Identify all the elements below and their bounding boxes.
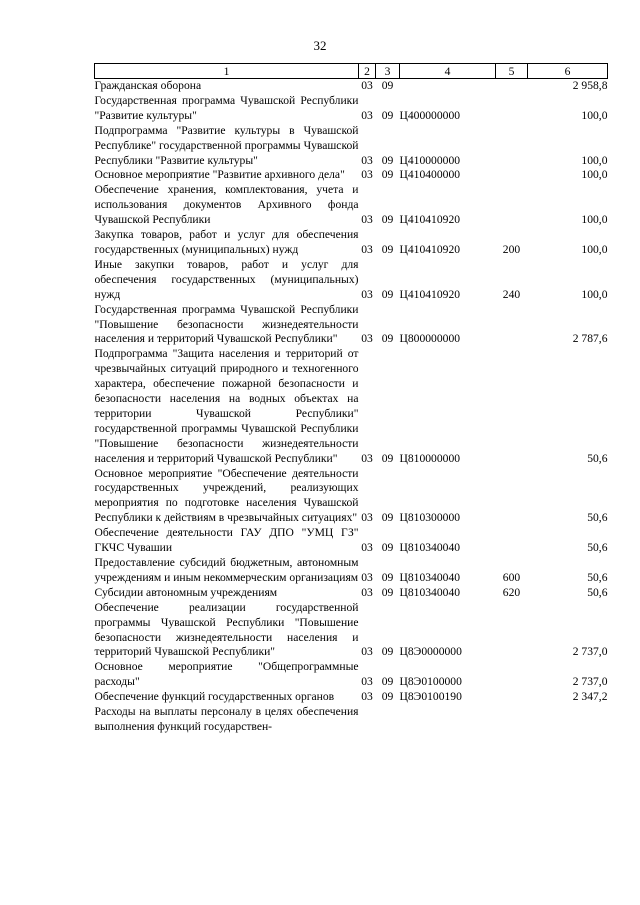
row-amount: 50,6: [587, 451, 608, 465]
row-section: 03: [361, 451, 373, 465]
row-subsection: 09: [381, 451, 394, 465]
row-name: Закупка товаров, работ и услуг для обеспечения государственных (муниципальных) нужд: [94, 228, 359, 256]
row-expense-type: 200: [502, 242, 521, 256]
row-subsection: 09: [381, 570, 394, 584]
row-section: 03: [361, 242, 373, 256]
row-expense-type: [496, 526, 528, 556]
row-expense-type: [496, 660, 528, 690]
row-section: 03: [361, 79, 373, 92]
row-subsection: 09: [381, 645, 394, 659]
row-name: Подпрограмма "Развитие культуры в Чувашской Республике" государственной программы Чувашской Республики "Развитие культуры": [94, 123, 359, 167]
row-amount: 2 737,0: [572, 645, 608, 659]
row-amount: 2 347,2: [572, 690, 608, 704]
header-col-5: 5: [496, 64, 528, 79]
row-subsection: [376, 705, 400, 735]
row-name: Обеспечение деятельности ГАУ ДПО "УМЦ ГЗ" ГКЧС Чувашии: [94, 526, 359, 555]
row-subsection: 09: [381, 213, 394, 227]
row-section: 03: [361, 585, 373, 599]
row-amount: 100,0: [581, 153, 608, 167]
row-section: 03: [361, 213, 373, 227]
table-row: [95, 124, 608, 169]
row-subsection: 09: [381, 675, 394, 689]
row-section: 03: [361, 332, 373, 346]
table-row: [95, 586, 608, 601]
table-row: [95, 168, 608, 183]
row-target-code: Ц410400000: [399, 168, 461, 182]
row-subsection: 09: [381, 108, 394, 122]
row-name: Подпрограмма "Защита населения и территорий от чрезвычайных ситуаций природного и техногенного характера, обеспечение пожарной безопасности и безопасности населения на водных объектах на территории Чувашской Республики" государственной программы Чувашской Республики "Повышение безопасности жизнедеятельности населения и территорий Чувашской Республики": [94, 347, 359, 465]
row-name: Иные закупки товаров, работ и услуг для обеспечения государственных (муниципальных) нужд: [94, 257, 359, 301]
row-expense-type: [496, 347, 528, 466]
table-row: [95, 228, 608, 258]
row-target-code: Ц800000000: [399, 332, 461, 346]
row-target-code: Ц810340040: [399, 541, 461, 555]
table-row: [95, 690, 608, 705]
table-row: [95, 556, 608, 586]
row-subsection: 09: [381, 168, 394, 182]
row-expense-type: [496, 124, 528, 169]
row-name: Субсидии автономным учреждениям: [94, 585, 278, 599]
row-target-code: Ц8Э0100190: [399, 690, 462, 704]
row-name: Обеспечение функций государственных органов: [94, 690, 335, 704]
row-subsection: 09: [381, 79, 394, 92]
row-section: 03: [361, 570, 373, 584]
row-amount: 50,6: [587, 585, 608, 599]
row-expense-type: [496, 467, 528, 527]
table-row: [95, 526, 608, 556]
row-name: Государственная программа Чувашской Республики "Развитие культуры": [94, 93, 359, 122]
row-section: 03: [361, 511, 373, 525]
table-row: [95, 347, 608, 466]
row-amount: 2 737,0: [572, 675, 608, 689]
row-name: Основное мероприятие "Развитие архивного дела": [94, 168, 345, 182]
row-amount: 50,6: [587, 570, 608, 584]
row-amount: 2 787,6: [572, 332, 608, 346]
table-row: [95, 705, 608, 735]
page-number: 32: [313, 38, 327, 53]
row-target-code: Ц810340040: [399, 570, 461, 584]
row-amount: [528, 705, 608, 735]
row-target-code: Ц410000000: [399, 153, 461, 167]
row-target-code: Ц8Э0100000: [399, 675, 462, 689]
row-name: Расходы на выплаты персоналу в целях обеспечения выполнения функций государствен-: [94, 705, 359, 733]
row-expense-type: [496, 79, 528, 94]
header-col-3: 3: [376, 64, 400, 79]
table-row: [95, 303, 608, 348]
row-target-code: Ц410410920: [399, 242, 461, 256]
row-expense-type: 240: [502, 287, 521, 301]
row-name: Основное мероприятие "Общепрограммные расходы": [94, 660, 359, 689]
row-amount: 100,0: [581, 168, 608, 182]
row-subsection: 09: [381, 690, 394, 704]
row-expense-type: [496, 168, 528, 183]
row-target-code: Ц410410920: [399, 287, 461, 301]
row-amount: 50,6: [587, 541, 608, 555]
row-target-code: Ц810340040: [399, 585, 461, 599]
table-row: [95, 79, 608, 94]
row-section: 03: [361, 287, 373, 301]
row-subsection: 09: [381, 511, 394, 525]
table-row: [95, 660, 608, 690]
row-expense-type: [496, 183, 528, 228]
row-section: 03: [361, 541, 373, 555]
row-name: Обеспечение реализации государственной программы Чувашской Республики "Повышение безопасности жизнедеятельности населения и территорий Чувашской Республики": [94, 600, 359, 659]
header-col-4: 4: [400, 64, 496, 79]
row-target-code: [400, 79, 496, 94]
header-col-1: 1: [95, 64, 359, 79]
table-body: [95, 79, 608, 735]
row-target-code: Ц810300000: [399, 511, 461, 525]
row-amount: 50,6: [587, 511, 608, 525]
budget-table: [94, 63, 608, 735]
row-name: Государственная программа Чувашской Республики "Повышение безопасности жизнедеятельности населения и территорий Чувашской Республики": [94, 302, 359, 346]
row-section: [359, 705, 376, 735]
row-section: 03: [361, 108, 373, 122]
row-expense-type: [496, 690, 528, 705]
row-expense-type: [496, 601, 528, 661]
table-row: [95, 94, 608, 124]
row-amount: 2 958,8: [572, 79, 608, 92]
row-name: Основное мероприятие "Обеспечение деятельности государственных учреждений, реализующих мероприятия по подготовке населения Чувашской Республики к действиям в чрезвычайных ситуациях": [94, 466, 359, 525]
row-section: 03: [361, 675, 373, 689]
row-section: 03: [361, 153, 373, 167]
row-target-code: Ц8Э0000000: [399, 645, 462, 659]
row-amount: 100,0: [581, 287, 608, 301]
row-amount: 100,0: [581, 242, 608, 256]
row-subsection: 09: [381, 585, 394, 599]
row-subsection: 09: [381, 242, 394, 256]
row-name: Обеспечение хранения, комплектования, учета и использования документов Архивного фонда Чувашской Республики: [94, 183, 359, 227]
row-section: 03: [361, 645, 373, 659]
table-row: [95, 183, 608, 228]
header-col-6: 6: [528, 64, 608, 79]
row-expense-type: 600: [502, 570, 521, 584]
row-amount: 100,0: [581, 213, 608, 227]
row-name: Предоставление субсидий бюджетным, автономным учреждениям и иным некоммерческим организациям: [94, 556, 359, 584]
row-expense-type: [496, 303, 528, 348]
row-subsection: 09: [381, 541, 394, 555]
header-col-2: 2: [359, 64, 376, 79]
row-name: Гражданская оборона: [94, 79, 202, 92]
row-expense-type: [496, 705, 528, 735]
row-target-code: Ц400000000: [399, 108, 461, 122]
table-row: [95, 258, 608, 303]
row-subsection: 09: [381, 287, 394, 301]
row-subsection: 09: [381, 153, 394, 167]
row-section: 03: [361, 168, 373, 182]
table-row: [95, 601, 608, 661]
row-target-code: Ц410410920: [399, 213, 461, 227]
row-target-code: [400, 705, 496, 735]
row-section: 03: [361, 690, 373, 704]
row-target-code: Ц810000000: [399, 451, 461, 465]
table-header-row: [95, 64, 608, 79]
row-amount: 100,0: [581, 108, 608, 122]
row-expense-type: 620: [502, 585, 521, 599]
table-row: [95, 467, 608, 527]
row-subsection: 09: [381, 332, 394, 346]
row-expense-type: [496, 94, 528, 124]
